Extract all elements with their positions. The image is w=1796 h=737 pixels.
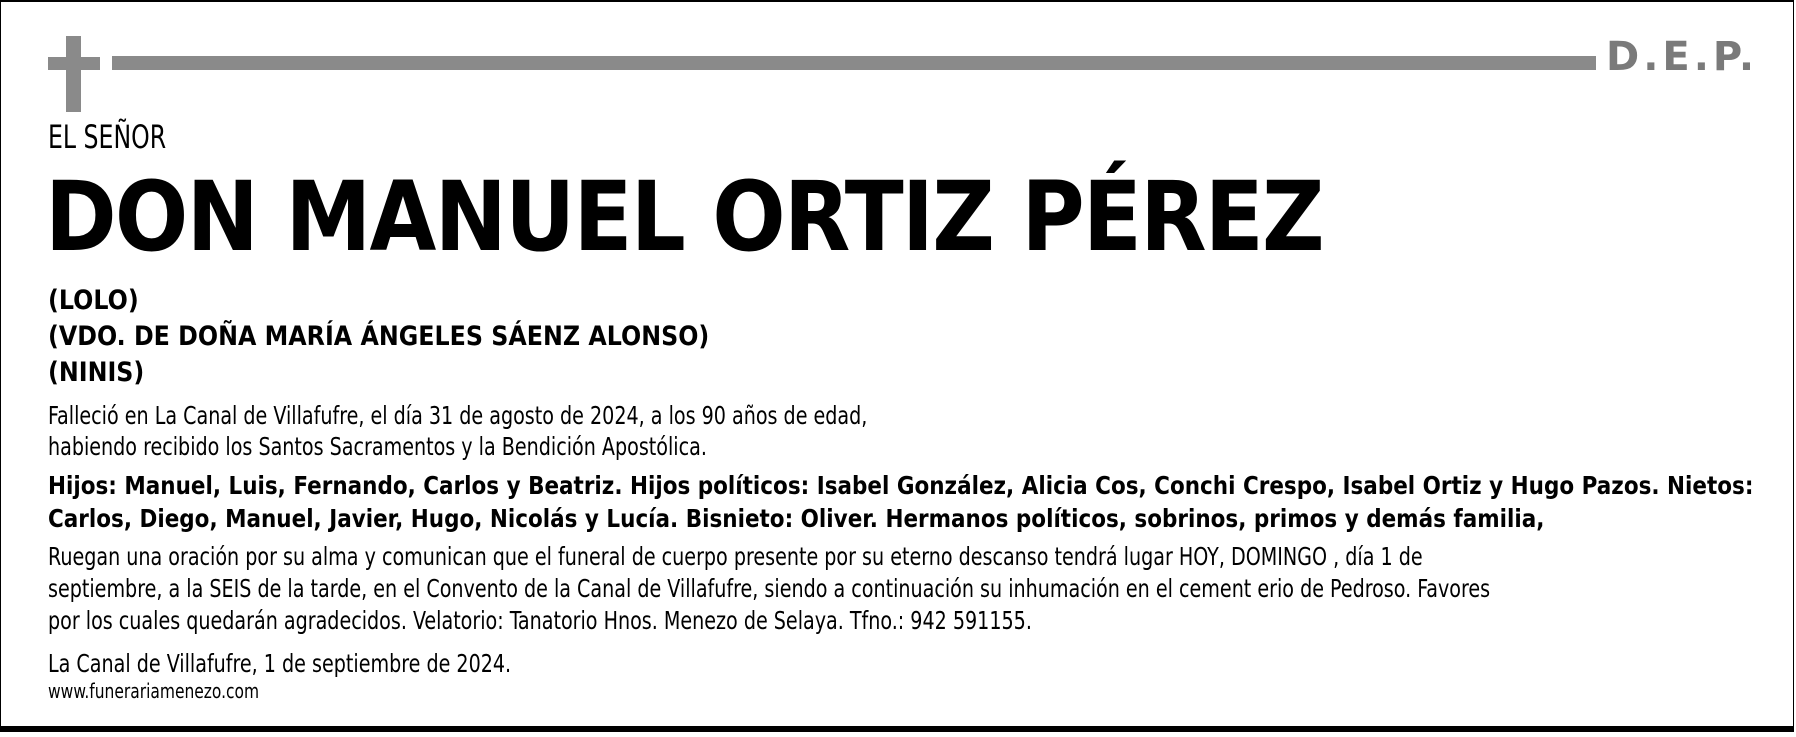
dep-label: D.E.P. bbox=[1606, 34, 1759, 80]
website-text: www.funerariamenezo.com bbox=[48, 679, 260, 703]
pre-title: EL SEÑOR bbox=[48, 118, 167, 156]
alias-line: (LOLO) bbox=[48, 285, 139, 316]
latin-cross-icon bbox=[48, 36, 100, 112]
death-text-line: habiendo recibido los Santos Sacramentos y la Bendición Apostólica. bbox=[48, 432, 707, 461]
header-rule bbox=[112, 56, 1596, 70]
funeral-text-line: Ruegan una oración por su alma y comunican que el funeral de cuerpo presente por su eterno descanso tendrá lugar HOY, DOMINGO , día 1 de bbox=[48, 542, 1423, 571]
funeral-text-line: por los cuales quedarán agradecidos. Velatorio: Tanatorio Hnos. Menezo de Selaya. Tfno.: 942 591155. bbox=[48, 606, 1032, 635]
place-date: La Canal de Villafufre, 1 de septiembre de 2024. bbox=[48, 649, 512, 678]
deceased-name: DON MANUEL ORTIZ PÉREZ bbox=[45, 161, 1323, 273]
death-text-line: Falleció en La Canal de Villafufre, el día 31 de agosto de 2024, a los 90 años de edad, bbox=[48, 401, 868, 430]
family-text-line: Hijos: Manuel, Luis, Fernando, Carlos y Beatriz. Hijos políticos: Isabel González, Alicia Cos, Conchi Crespo, Isabel Ortiz y Hugo Pazos. Nietos: bbox=[48, 471, 1754, 500]
alias-line: (VDO. DE DOÑA MARÍA ÁNGELES SÁENZ ALONSO) bbox=[48, 321, 710, 352]
family-text-line: Carlos, Diego, Manuel, Javier, Hugo, Nicolás y Lucía. Bisnieto: Oliver. Hermanos políticos, sobrinos, primos y demás familia, bbox=[48, 504, 1545, 533]
alias-line: (NINIS) bbox=[48, 357, 145, 388]
funeral-text-line: septiembre, a la SEIS de la tarde, en el Convento de la Canal de Villafufre, siendo a continuación su inhumación en el cement erio de Pedroso. Favores bbox=[48, 574, 1491, 603]
